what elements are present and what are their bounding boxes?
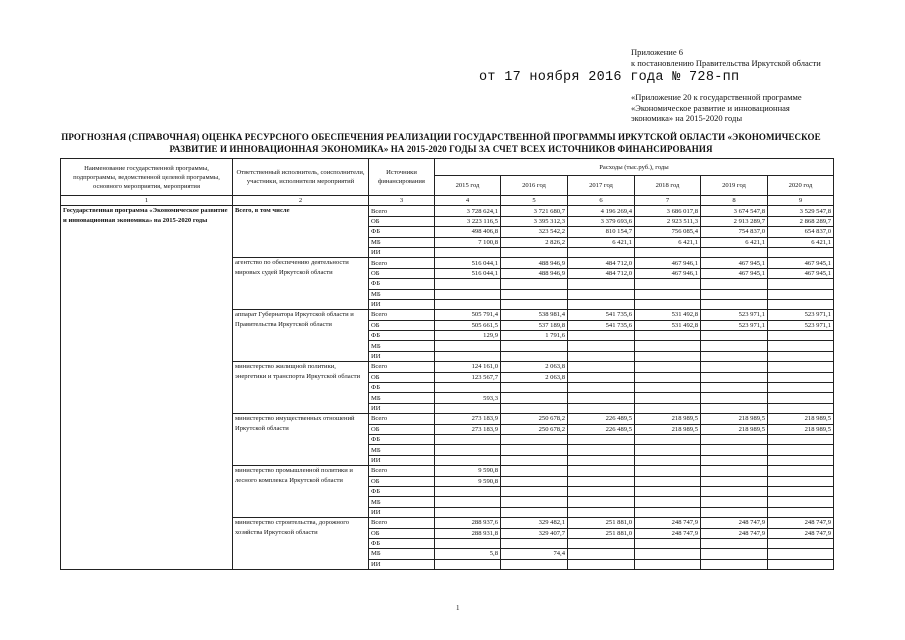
- value-cell: [768, 279, 834, 289]
- source-cell: ОБ: [369, 424, 435, 434]
- column-index: 1: [61, 196, 233, 206]
- appendix-20-line3: экономика» на 2015-2020 годы: [631, 113, 743, 123]
- column-index: 2: [233, 196, 369, 206]
- value-cell: [701, 445, 768, 455]
- value-cell: 541 735,6: [568, 310, 635, 320]
- value-cell: [501, 486, 568, 496]
- table-row: [61, 206, 834, 216]
- header-year: 2016 год: [501, 176, 568, 196]
- value-cell: 273 183,9: [435, 414, 501, 424]
- source-cell: ФБ: [369, 538, 435, 548]
- value-cell: [768, 372, 834, 382]
- value-cell: [768, 476, 834, 486]
- value-cell: [435, 279, 501, 289]
- value-cell: 288 937,6: [435, 518, 501, 528]
- appendix-20-line2: «Экономическое развитие и инновационная: [631, 102, 790, 113]
- value-cell: 218 989,5: [701, 414, 768, 424]
- value-cell: 505 661,5: [435, 320, 501, 330]
- value-cell: [568, 383, 635, 393]
- value-cell: [501, 538, 568, 548]
- source-cell: ИИ: [369, 559, 435, 569]
- source-cell: МБ: [369, 237, 435, 247]
- value-cell: [635, 362, 701, 372]
- value-cell: [701, 476, 768, 486]
- value-cell: [635, 486, 701, 496]
- value-cell: [701, 362, 768, 372]
- value-cell: [768, 289, 834, 299]
- value-cell: 516 044,1: [435, 258, 501, 268]
- value-cell: [768, 445, 834, 455]
- title-line-1: ПРОГНОЗНАЯ (СПРАВОЧНАЯ) ОЦЕНКА РЕСУРСНОГО ОБЕСПЕЧЕНИЯ РЕАЛИЗАЦИИ ГОСУДАРСТВЕННОЙ ПРОГРАММЫ ИРКУТСКОЙ ОБЛАСТИ «ЭКОНОМИЧЕСКОЕ: [61, 132, 821, 142]
- value-cell: [635, 331, 701, 341]
- value-cell: [768, 486, 834, 496]
- value-cell: 467 946,1: [635, 268, 701, 278]
- value-cell: [635, 341, 701, 351]
- value-cell: 74,4: [501, 549, 568, 559]
- value-cell: [501, 466, 568, 476]
- value-cell: [635, 497, 701, 507]
- value-cell: [435, 289, 501, 299]
- value-cell: 537 189,8: [501, 320, 568, 330]
- value-cell: [701, 549, 768, 559]
- source-cell: Всего: [369, 466, 435, 476]
- source-cell: Всего: [369, 310, 435, 320]
- value-cell: 3 529 547,8: [768, 206, 834, 216]
- value-cell: [501, 279, 568, 289]
- value-cell: 288 931,8: [435, 528, 501, 538]
- header-year: 2015 год: [435, 176, 501, 196]
- value-cell: [768, 549, 834, 559]
- value-cell: [768, 331, 834, 341]
- value-cell: [635, 299, 701, 309]
- value-cell: [435, 403, 501, 413]
- value-cell: [701, 247, 768, 257]
- value-cell: 754 837,0: [701, 227, 768, 237]
- value-cell: 248 747,9: [701, 518, 768, 528]
- appendix-header: [631, 47, 821, 69]
- value-cell: 273 183,9: [435, 424, 501, 434]
- appendix-20-header: [631, 92, 802, 124]
- value-cell: [501, 289, 568, 299]
- value-cell: 531 492,8: [635, 310, 701, 320]
- source-cell: ФБ: [369, 434, 435, 444]
- value-cell: 593,3: [435, 393, 501, 403]
- value-cell: 7 100,8: [435, 237, 501, 247]
- value-cell: [701, 341, 768, 351]
- value-cell: 3 379 693,6: [568, 216, 635, 226]
- value-cell: [435, 434, 501, 444]
- value-cell: 323 542,2: [501, 227, 568, 237]
- column-index: 7: [635, 196, 701, 206]
- value-cell: [568, 476, 635, 486]
- value-cell: 467 945,1: [768, 258, 834, 268]
- value-cell: [635, 445, 701, 455]
- value-cell: 2 063,8: [501, 362, 568, 372]
- value-cell: 3 674 547,8: [701, 206, 768, 216]
- value-cell: 467 945,1: [701, 268, 768, 278]
- source-cell: МБ: [369, 549, 435, 559]
- value-cell: 6 421,1: [701, 237, 768, 247]
- value-cell: [435, 455, 501, 465]
- value-cell: 523 971,1: [701, 310, 768, 320]
- appendix-number: Приложение 6: [631, 47, 683, 57]
- value-cell: [768, 341, 834, 351]
- value-cell: [701, 279, 768, 289]
- column-index: 6: [568, 196, 635, 206]
- value-cell: 467 945,1: [701, 258, 768, 268]
- value-cell: [435, 247, 501, 257]
- value-cell: [501, 393, 568, 403]
- value-cell: 329 482,1: [501, 518, 568, 528]
- program-name-cell: Государственная программа «Экономическое развитие и инновационная экономика» на 2015-2020 годы: [61, 206, 233, 570]
- value-cell: 488 946,9: [501, 258, 568, 268]
- value-cell: [501, 455, 568, 465]
- value-cell: [568, 299, 635, 309]
- value-cell: [501, 351, 568, 361]
- value-cell: [701, 497, 768, 507]
- column-index: 8: [701, 196, 768, 206]
- value-cell: 516 044,1: [435, 268, 501, 278]
- value-cell: [701, 507, 768, 517]
- value-cell: [501, 507, 568, 517]
- value-cell: [635, 455, 701, 465]
- value-cell: 523 971,1: [768, 310, 834, 320]
- value-cell: [568, 434, 635, 444]
- value-cell: [568, 331, 635, 341]
- value-cell: [568, 466, 635, 476]
- source-cell: ФБ: [369, 331, 435, 341]
- value-cell: [501, 434, 568, 444]
- value-cell: 251 881,0: [568, 528, 635, 538]
- value-cell: 6 421,1: [568, 237, 635, 247]
- source-cell: МБ: [369, 393, 435, 403]
- value-cell: [701, 538, 768, 548]
- value-cell: [568, 289, 635, 299]
- value-cell: [635, 383, 701, 393]
- value-cell: [435, 507, 501, 517]
- source-cell: МБ: [369, 289, 435, 299]
- value-cell: [568, 393, 635, 403]
- executor-cell: министерство имущественных отношений Иркутской области: [233, 414, 369, 466]
- header-source: Источники финансирования: [369, 159, 435, 196]
- value-cell: 218 989,5: [768, 414, 834, 424]
- value-cell: [701, 403, 768, 413]
- value-cell: 9 590,8: [435, 466, 501, 476]
- value-cell: [568, 341, 635, 351]
- value-cell: [435, 383, 501, 393]
- value-cell: [768, 455, 834, 465]
- source-cell: Всего: [369, 362, 435, 372]
- value-cell: [635, 372, 701, 382]
- value-cell: 248 747,9: [768, 528, 834, 538]
- value-cell: 218 989,5: [635, 414, 701, 424]
- value-cell: 654 837,0: [768, 227, 834, 237]
- value-cell: [701, 372, 768, 382]
- value-cell: 538 981,4: [501, 310, 568, 320]
- value-cell: 3 728 624,1: [435, 206, 501, 216]
- executor-cell: Всего, в том числе: [233, 206, 369, 258]
- source-cell: МБ: [369, 341, 435, 351]
- value-cell: [768, 362, 834, 372]
- value-cell: [501, 403, 568, 413]
- header-program: Наименование государственной программы, подпрограммы, ведомственной целевой программы, основного мероприятия, мероприятия: [61, 159, 233, 196]
- column-index: 4: [435, 196, 501, 206]
- source-cell: ИИ: [369, 507, 435, 517]
- value-cell: [768, 466, 834, 476]
- value-cell: [501, 497, 568, 507]
- source-cell: ИИ: [369, 247, 435, 257]
- value-cell: 2 923 511,3: [635, 216, 701, 226]
- header-executor: Ответственный исполнитель, соисполнители, участники, исполнители мероприятий: [233, 159, 369, 196]
- value-cell: [435, 497, 501, 507]
- value-cell: 484 712,0: [568, 268, 635, 278]
- value-cell: 218 989,5: [701, 424, 768, 434]
- value-cell: [635, 289, 701, 299]
- value-cell: 3 223 116,5: [435, 216, 501, 226]
- value-cell: [568, 538, 635, 548]
- value-cell: 505 791,4: [435, 310, 501, 320]
- column-index: 3: [369, 196, 435, 206]
- source-cell: ОБ: [369, 320, 435, 330]
- appendix-decree-ref: к постановлению Правительства Иркутской области: [631, 58, 821, 68]
- source-cell: ФБ: [369, 383, 435, 393]
- page-number: 1: [456, 604, 460, 612]
- executor-cell: аппарат Губернатора Иркутской области и Правительства Иркутской области: [233, 310, 369, 362]
- value-cell: [768, 247, 834, 257]
- value-cell: 251 881,0: [568, 518, 635, 528]
- value-cell: [635, 559, 701, 569]
- source-cell: Всего: [369, 414, 435, 424]
- value-cell: [501, 445, 568, 455]
- value-cell: [501, 476, 568, 486]
- value-cell: 6 421,1: [635, 237, 701, 247]
- value-cell: [435, 351, 501, 361]
- header-year: 2019 год: [701, 176, 768, 196]
- value-cell: 1 791,6: [501, 331, 568, 341]
- value-cell: [768, 559, 834, 569]
- value-cell: [768, 351, 834, 361]
- value-cell: [635, 279, 701, 289]
- source-cell: МБ: [369, 445, 435, 455]
- column-index: 9: [768, 196, 834, 206]
- value-cell: 218 989,5: [635, 424, 701, 434]
- executor-cell: министерство строительства, дорожного хозяйства Иркутской области: [233, 518, 369, 570]
- source-cell: ФБ: [369, 227, 435, 237]
- value-cell: [701, 486, 768, 496]
- value-cell: [568, 445, 635, 455]
- value-cell: 9 590,8: [435, 476, 501, 486]
- value-cell: 467 946,1: [635, 258, 701, 268]
- value-cell: [701, 393, 768, 403]
- value-cell: [701, 434, 768, 444]
- value-cell: 329 407,7: [501, 528, 568, 538]
- value-cell: 488 946,9: [501, 268, 568, 278]
- value-cell: 810 154,7: [568, 227, 635, 237]
- value-cell: [568, 455, 635, 465]
- value-cell: [568, 351, 635, 361]
- source-cell: ОБ: [369, 268, 435, 278]
- value-cell: 248 747,9: [768, 518, 834, 528]
- value-cell: [635, 538, 701, 548]
- value-cell: 3 686 017,8: [635, 206, 701, 216]
- value-cell: 523 971,1: [768, 320, 834, 330]
- source-cell: ФБ: [369, 486, 435, 496]
- value-cell: [768, 497, 834, 507]
- value-cell: [635, 507, 701, 517]
- value-cell: [568, 403, 635, 413]
- value-cell: 5,8: [435, 549, 501, 559]
- value-cell: [568, 486, 635, 496]
- header-year: 2018 год: [635, 176, 701, 196]
- value-cell: [701, 559, 768, 569]
- value-cell: [568, 497, 635, 507]
- value-cell: 248 747,9: [701, 528, 768, 538]
- value-cell: 2 868 289,7: [768, 216, 834, 226]
- value-cell: [635, 247, 701, 257]
- value-cell: 2 063,8: [501, 372, 568, 382]
- document-title: [60, 132, 822, 155]
- value-cell: [768, 434, 834, 444]
- value-cell: 124 161,0: [435, 362, 501, 372]
- header-year: 2017 год: [568, 176, 635, 196]
- value-cell: [768, 403, 834, 413]
- source-cell: ОБ: [369, 216, 435, 226]
- value-cell: 248 747,9: [635, 528, 701, 538]
- value-cell: [435, 559, 501, 569]
- value-cell: [701, 466, 768, 476]
- header-expenses: Расходы (тыс.руб.), годы: [435, 159, 834, 176]
- value-cell: [635, 476, 701, 486]
- value-cell: [501, 299, 568, 309]
- appendix-20-line1: «Приложение 20 к государственной программе: [631, 92, 802, 102]
- source-cell: ФБ: [369, 279, 435, 289]
- source-cell: ИИ: [369, 299, 435, 309]
- value-cell: [635, 393, 701, 403]
- source-cell: ОБ: [369, 528, 435, 538]
- value-cell: [635, 351, 701, 361]
- value-cell: 250 678,2: [501, 424, 568, 434]
- value-cell: [635, 549, 701, 559]
- value-cell: 756 085,4: [635, 227, 701, 237]
- value-cell: [568, 559, 635, 569]
- source-cell: Всего: [369, 206, 435, 216]
- value-cell: 218 989,5: [768, 424, 834, 434]
- source-cell: ИИ: [369, 403, 435, 413]
- value-cell: [435, 341, 501, 351]
- value-cell: [435, 486, 501, 496]
- value-cell: [768, 507, 834, 517]
- value-cell: 2 826,2: [501, 237, 568, 247]
- value-cell: [568, 247, 635, 257]
- value-cell: 129,9: [435, 331, 501, 341]
- value-cell: [568, 372, 635, 382]
- source-cell: Всего: [369, 518, 435, 528]
- value-cell: 250 678,2: [501, 414, 568, 424]
- value-cell: [435, 538, 501, 548]
- value-cell: [501, 341, 568, 351]
- value-cell: 467 945,1: [768, 268, 834, 278]
- value-cell: 523 971,1: [701, 320, 768, 330]
- source-cell: Всего: [369, 258, 435, 268]
- value-cell: 3 395 312,3: [501, 216, 568, 226]
- value-cell: [435, 445, 501, 455]
- value-cell: 541 735,6: [568, 320, 635, 330]
- value-cell: 484 712,0: [568, 258, 635, 268]
- value-cell: [768, 538, 834, 548]
- executor-cell: министерство жилищной политики, энергетики и транспорта Иркутской области: [233, 362, 369, 414]
- value-cell: [501, 247, 568, 257]
- value-cell: [701, 383, 768, 393]
- value-cell: [701, 289, 768, 299]
- value-cell: [768, 393, 834, 403]
- value-cell: [635, 403, 701, 413]
- value-cell: [435, 299, 501, 309]
- value-cell: [701, 299, 768, 309]
- value-cell: [501, 383, 568, 393]
- source-cell: ОБ: [369, 372, 435, 382]
- source-cell: МБ: [369, 497, 435, 507]
- executor-cell: агентство по обеспечению деятельности мировых судей Иркутской области: [233, 258, 369, 310]
- value-cell: [501, 559, 568, 569]
- value-cell: 4 196 269,4: [568, 206, 635, 216]
- value-cell: [635, 434, 701, 444]
- source-cell: ИИ: [369, 455, 435, 465]
- source-cell: ИИ: [369, 351, 435, 361]
- decree-date-number: от 17 ноября 2016 года № 728-пп: [479, 70, 740, 85]
- value-cell: [701, 331, 768, 341]
- value-cell: [568, 279, 635, 289]
- value-cell: 3 721 680,7: [501, 206, 568, 216]
- value-cell: [701, 455, 768, 465]
- header-year: 2020 год: [768, 176, 834, 196]
- source-cell: ОБ: [369, 476, 435, 486]
- value-cell: 6 421,1: [768, 237, 834, 247]
- value-cell: 531 492,8: [635, 320, 701, 330]
- value-cell: [568, 362, 635, 372]
- value-cell: [568, 549, 635, 559]
- executor-cell: министерство промышленной политики и лесного комплекса Иркутской области: [233, 466, 369, 518]
- value-cell: 226 489,5: [568, 424, 635, 434]
- title-line-2: РАЗВИТИЕ И ИННОВАЦИОННАЯ ЭКОНОМИКА» НА 2015-2020 ГОДЫ ЗА СЧЕТ ВСЕХ ИСТОЧНИКОВ ФИНАНСИРОВАНИЯ: [169, 143, 713, 154]
- value-cell: 248 747,9: [635, 518, 701, 528]
- value-cell: [568, 507, 635, 517]
- value-cell: 226 489,5: [568, 414, 635, 424]
- value-cell: [768, 383, 834, 393]
- value-cell: 123 567,7: [435, 372, 501, 382]
- value-cell: [768, 299, 834, 309]
- value-cell: [701, 351, 768, 361]
- value-cell: 498 406,8: [435, 227, 501, 237]
- column-index: 5: [501, 196, 568, 206]
- resource-table: [60, 158, 834, 570]
- value-cell: 2 913 289,7: [701, 216, 768, 226]
- value-cell: [635, 466, 701, 476]
